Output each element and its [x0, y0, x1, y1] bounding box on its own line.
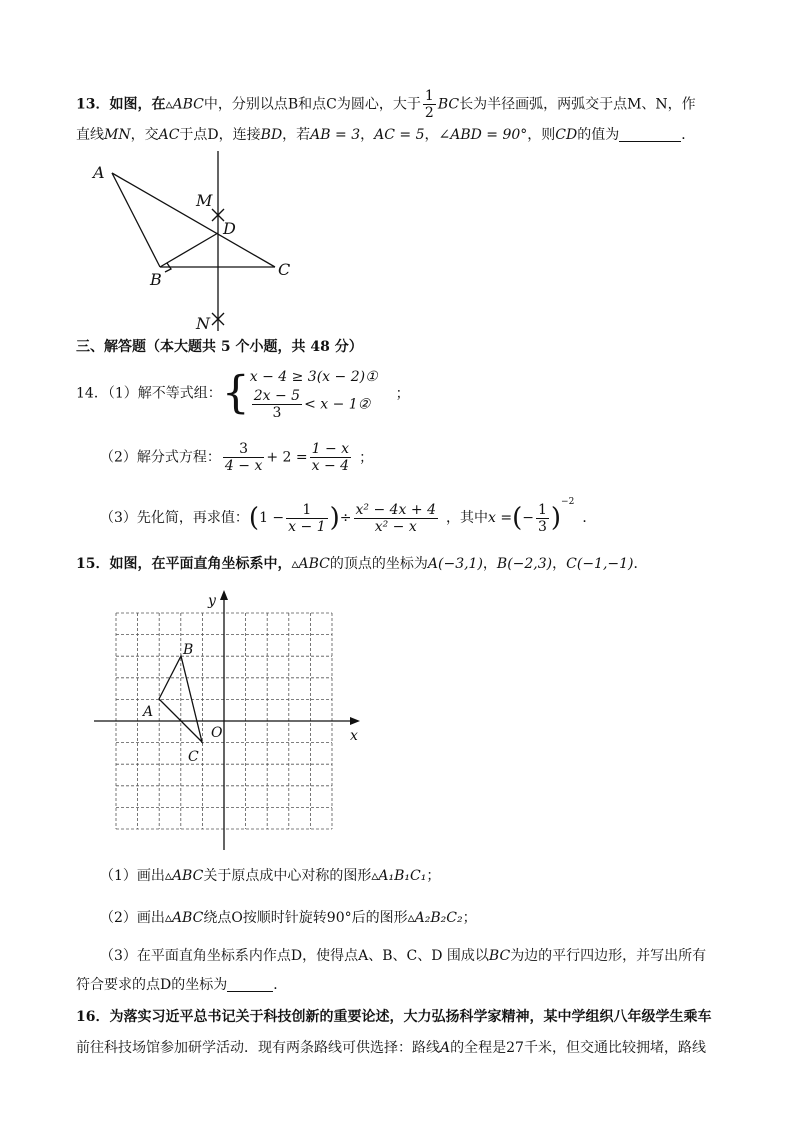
q14-part1: 14．（1）解不等式组：{ x − 4 ≥ 3(x − 2)① $\frac{2x - 5}{3}$ < x − 1② ； — [76, 367, 410, 421]
q13-line1: 13．如图，在▵ABC中，分别以点B和点C为圆心，大于 $\frac{1}{2}$ BC长为半径画弧，两弧交于点M、N，作 — [76, 88, 696, 121]
q15-sub3-line2: 符合要求的点D的坐标为 ． — [76, 977, 288, 993]
q13-geometry-figure — [85, 145, 315, 335]
section-heading: 三、解答题（本大题共 5 个小题，共 48 分） — [76, 339, 363, 355]
label-b: B — [150, 270, 162, 289]
label-m: M — [196, 191, 213, 210]
q15-sub2: （2）画出▵ABC绕点O按顺时针旋转90°后的图形▵A₂B₂C₂； — [100, 910, 477, 926]
answer-blank-15[interactable] — [227, 991, 273, 992]
label-n: N — [196, 314, 210, 333]
label-point-b: B — [183, 642, 194, 658]
q14-part3: （3）先化简，再求值：(1 − $\frac{1}{x - 1}$ )÷ $\frac{\text{x² − 4x + 4}}{\text{x² − x}}$ ，其中x =(− $\frac{1}{3}$ )$^{-2}$． — [100, 497, 597, 535]
label-point-a: A — [143, 704, 154, 720]
label-a: A — [93, 163, 105, 182]
label-point-c: C — [188, 749, 199, 765]
q15-coordinate-grid — [90, 588, 370, 853]
label-x-axis: x — [350, 728, 358, 744]
segment-bd — [160, 233, 218, 267]
q15-intro: 15．如图，在平面直角坐标系中，▵ABC的顶点的坐标为A(−3,1)，B(−2,3)，C(−1,−1)． — [76, 556, 648, 572]
label-c: C — [278, 260, 291, 279]
y-axis-arrow — [220, 590, 228, 600]
q14-part2: （2）解分式方程： $\frac{3}{4 - x}$ + 2 = $\frac{1 - x}{x - 4}$ ； — [100, 441, 374, 474]
q15-sub3-line1: （3）在平面直角坐标系内作点D，使得点A、B、C、D 围成以BC为边的平行四边形，并写出所有 — [100, 948, 707, 964]
q16-line1: 16．为落实习近平总书记关于科技创新的重要论述，大力弘扬科学家精神，某中学组织八年级学生乘车 — [76, 1009, 712, 1025]
label-y-axis: y — [208, 593, 216, 609]
label-origin: O — [211, 725, 223, 741]
answer-blank-13[interactable] — [619, 141, 681, 142]
system-brace: { — [221, 367, 250, 419]
q13-line2: 直线MN，交AC于点D，连接BD，若AB = 3，AC = 5，∠ABD = 90°，则CD的值为 ． — [76, 127, 696, 143]
x-axis-arrow — [350, 717, 360, 725]
q16-line2: 前往科技场馆参加研学活动．现有两条路线可供选择：路线A的全程是27千米，但交通比较拥堵，路线 — [76, 1040, 706, 1056]
fraction-half: $\frac{1}{2}$ — [424, 88, 434, 121]
q15-sub1: （1）画出▵ABC关于原点成中心对称的图形▵A₁B₁C₁； — [100, 868, 441, 884]
label-d: D — [223, 219, 236, 238]
